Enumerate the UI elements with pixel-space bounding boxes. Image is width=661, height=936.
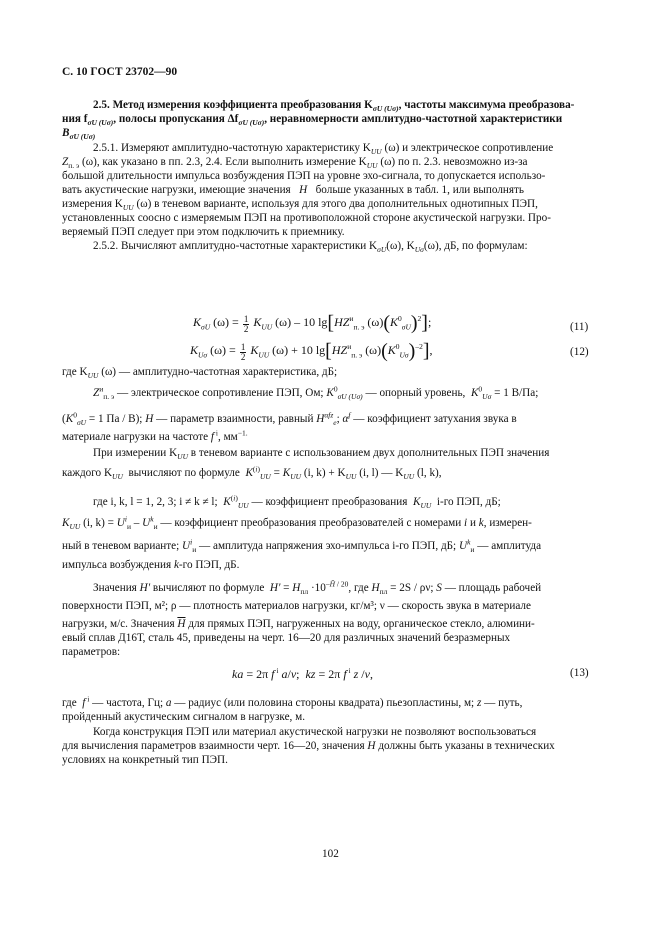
para-251-line-6: установленных соосно с измеряемым ПЭП на противоположной стороне акустической нагрузки. Про- (62, 212, 551, 224)
legend-line-3: ($K^0_{\sigma U} = 1$ Па / В); H — параметр взаимности, равный $H^{\alpha fz}_e$; $\alpha^f$ — коэффициент затухания звука в (62, 410, 517, 428)
equation-13-number: (13) (570, 667, 589, 679)
section-title-line-3: $B_{\sigma U (U\sigma)}$ (62, 127, 96, 142)
para-251-line-4: вать акустические нагрузки, имеющие значения H больше указанных в табл. 1, или выполнять (62, 184, 525, 196)
section-title-line-2: ния $f_{\sigma U (U\sigma)}$, полосы пропускания $\Delta f_{\sigma U (U\sigma)}$, неравномерности амплитудно-частотной характеристики (62, 113, 563, 128)
values-line-2: поверхности ПЭП, м²; ρ — плотность материалов нагрузки, кг/м³; ν — скорость звука в материале (62, 600, 531, 612)
shadow-line-3: где i, k, l = 1, 2, 3; i ≠ k ≠ l; $K^{(i)}_{UU}$ — коэффициент преобразования $K_{UU}$ i-го ПЭП, дБ; (93, 493, 501, 511)
equation-11-number: (11) (570, 321, 589, 333)
para-251-line-5: измерения $K_{UU}$ (ω) в теневом варианте, используя для этого два дополнительных однотипных ПЭП, (62, 198, 538, 213)
equation-12: $K_{U\sigma}$ (ω) = $\frac{1}{2}$ $K_{UU}$ (ω) + 10 $\lg[HZ^и_{п. э}$ $(\omega)(K^0_{U\sigma})^{-2}$], (190, 340, 433, 362)
page-header: С. 10 ГОСТ 23702—90 (62, 66, 178, 78)
equation-11: $K_{\sigma U}$ (ω) = $\frac{1}{2}$ $K_{UU}$ (ω) – 10 $\lg[HZ^и_{п. э}$ $(\omega)(K^0_{\sigma U})^2$]; (193, 312, 432, 334)
legend-line-2: $Z^и_{п. э}$ — электрическое сопротивление ПЭП, Ом; $K^0_{\sigma U (U\sigma)}$ — опорный уровень, $K^0_{U\sigma} = 1$ В/Па; (93, 384, 539, 402)
section-title-line-1: 2.5. Метод измерения коэффициента преобразования $K_{\sigma U (U\sigma)}$, частоты максимума преобразова- (93, 99, 575, 114)
legend-line-1: где $K_{UU}$ (ω) — амплитудно-частотная характеристика, дБ; (62, 366, 338, 381)
values-line-1: Значения H' вычисляют по формуле $H' = H_{пл} \cdot 10^{-H̄ / 20}$, где $H_{пл} = 2S / \rho\nu$; S — площадь рабочей (93, 579, 542, 597)
values-line-4: евый сплав Д16Т, сталь 45, приведены на черт. 16—20 для различных значений безразмерных (62, 632, 511, 644)
shadow-line-4: $K_{UU}$ (i, $k) = U^i_и - U^k_и$ — коэффициент преобразования преобразователей с номерами i и k, измерен- (62, 514, 532, 532)
after13-line-3: Когда конструкция ПЭП или материал акустической нагрузки не позволяют воспользоваться (93, 726, 537, 738)
para-251-line-3: большой длительности импульса возбуждения ПЭП на уровне эхо-сигнала, то допускается использо- (62, 170, 546, 182)
shadow-line-5: ный в теневом варианте; $U^i_и$ — амплитуда напряжения эхо-импульса i-го ПЭП, дБ; $U^k_и$ — амплитуда (62, 537, 542, 555)
values-line-3: нагрузки, м/с. Значения $\overline{H}$ для прямых ПЭП, нагруженных на воду, органическое стекло, алюмини- (62, 618, 535, 630)
para-252: 2.5.2. Вычисляют амплитудно-частотные характеристики $K_{\sigma U}(\omega)$, $K_{U\sigma}(\omega)$, дБ, по формулам: (93, 240, 528, 255)
page-number: 102 (322, 848, 339, 860)
shadow-line-2: каждого $K_{UU}$ вычисляют по формуле $K^{(i)}_{UU} = K_{UU}$ (i, $k) + K_{UU}$ (i, l) — $K_{UU}$ (l, k), (62, 464, 442, 482)
values-line-5: параметров: (62, 646, 121, 658)
equation-13: ka = 2π f $^i$ a/ν; kz = 2π f $^i$ z /ν, (232, 666, 373, 681)
after13-line-5: условиях на конкретный тип ПЭП. (62, 754, 228, 766)
para-251-line-1: 2.5.1. Измеряют амплитудно-частотную характеристику $K_{UU}$ (ω) и электрическое сопротивление (93, 142, 554, 157)
legend-line-4: материале нагрузки на частоте f $^i$, $мм^{-1.}$ (62, 428, 248, 443)
shadow-line-6: импульса возбуждения k-го ПЭП, дБ. (62, 559, 240, 571)
shadow-line-1: При измерении $K_{UU}$ в теневом варианте с использованием двух дополнительных ПЭП значения (93, 447, 550, 462)
equation-12-number: (12) (570, 346, 589, 358)
para-251-line-2: $Z_{п. э}$ (ω), как указано в пп. 2.3, 2.4. Если выполнить измерение $K_{UU}$ (ω) по п. 2.3. невозможно из-за (62, 156, 528, 171)
after13-line-1: где f $^i$ — частота, Гц; a — радиус (или половина стороны квадрата) пьезопластины, м; z — путь, (62, 694, 523, 709)
para-251-line-7: веряемый ПЭП следует при этом подключить к приемнику. (62, 226, 345, 238)
after13-line-4: для вычисления параметров взаимности черт. 16—20, значения H должны быть указаны в технических (62, 740, 555, 752)
after13-line-2: пройденный акустическим сигналом в нагрузке, м. (62, 711, 306, 723)
